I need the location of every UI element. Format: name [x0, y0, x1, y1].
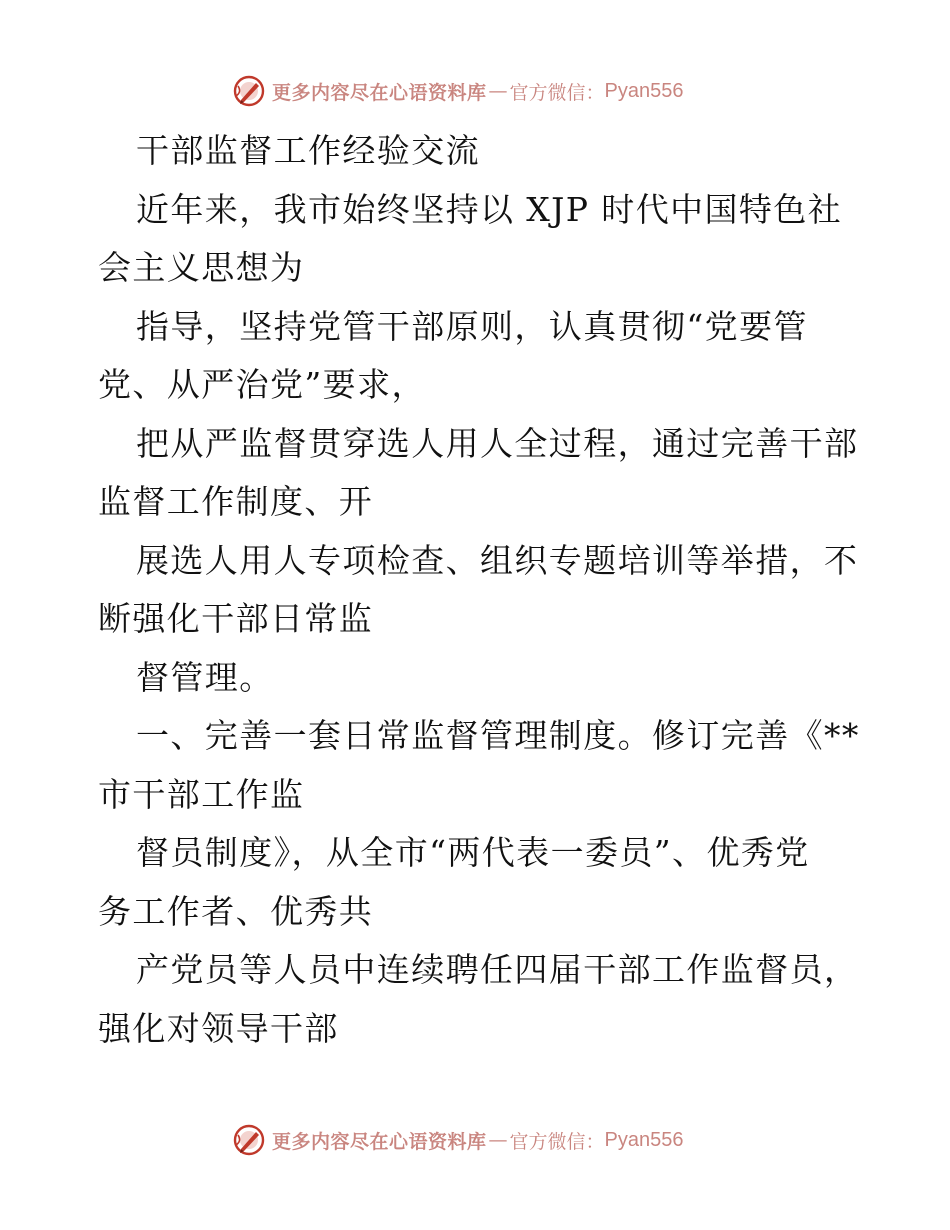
paragraph-line: 会主义思想为: [98, 248, 305, 287]
paragraph-line: 断强化干部日常监: [98, 599, 374, 638]
paragraph-line: 监督工作制度、开: [98, 482, 374, 521]
paragraph-line: 指导，坚持党管干部原则，认真贯彻“党要管: [136, 306, 808, 346]
paragraph-line: 强化对领导干部: [98, 1008, 339, 1048]
banner-official-label: 官方微信：: [509, 1130, 605, 1153]
header-watermark-banner: [232, 72, 752, 110]
paragraph-line: 党、从严治党”要求，: [98, 365, 426, 404]
document-body: [98, 122, 868, 1058]
banner-slogan: 更多内容尽在心语资料库: [272, 1130, 487, 1153]
red-seal-pen-logo-icon: [232, 1123, 266, 1157]
section-heading-line: 一、完善一套日常监督管理制度。修订完善《**: [136, 716, 860, 755]
paragraph-line: 产党员等人员中连续聘任四届干部工作监督员，: [136, 950, 859, 989]
banner-wechat-id: Pyan556: [604, 79, 684, 102]
red-seal-pen-logo-icon: [232, 74, 266, 108]
paragraph-line: 督员制度》，从全市“两代表一委员”、优秀党: [136, 833, 810, 872]
banner-wechat-id: Pyan556: [604, 1128, 684, 1151]
paragraph-line: 把从严监督贯穿选人用人全过程，通过完善干部: [136, 423, 859, 463]
banner-official-label: 官方微信：: [509, 81, 605, 104]
banner-dash: —: [488, 80, 508, 102]
paragraph-line: 展选人用人专项检查、组织专题培训等举措，不: [136, 540, 859, 580]
paragraph-line: 督管理。: [136, 657, 274, 697]
paragraph-line: 市干部工作监: [98, 774, 305, 814]
footer-watermark-banner: [232, 1121, 752, 1159]
paragraph-line: 近年来，我市始终坚持以 XJP 时代中国特色社: [136, 189, 843, 229]
document-title: 干部监督工作经验交流: [136, 131, 480, 170]
banner-dash: —: [488, 1129, 508, 1151]
paragraph-line: 务工作者、优秀共: [98, 891, 374, 931]
banner-slogan: 更多内容尽在心语资料库: [272, 81, 487, 104]
